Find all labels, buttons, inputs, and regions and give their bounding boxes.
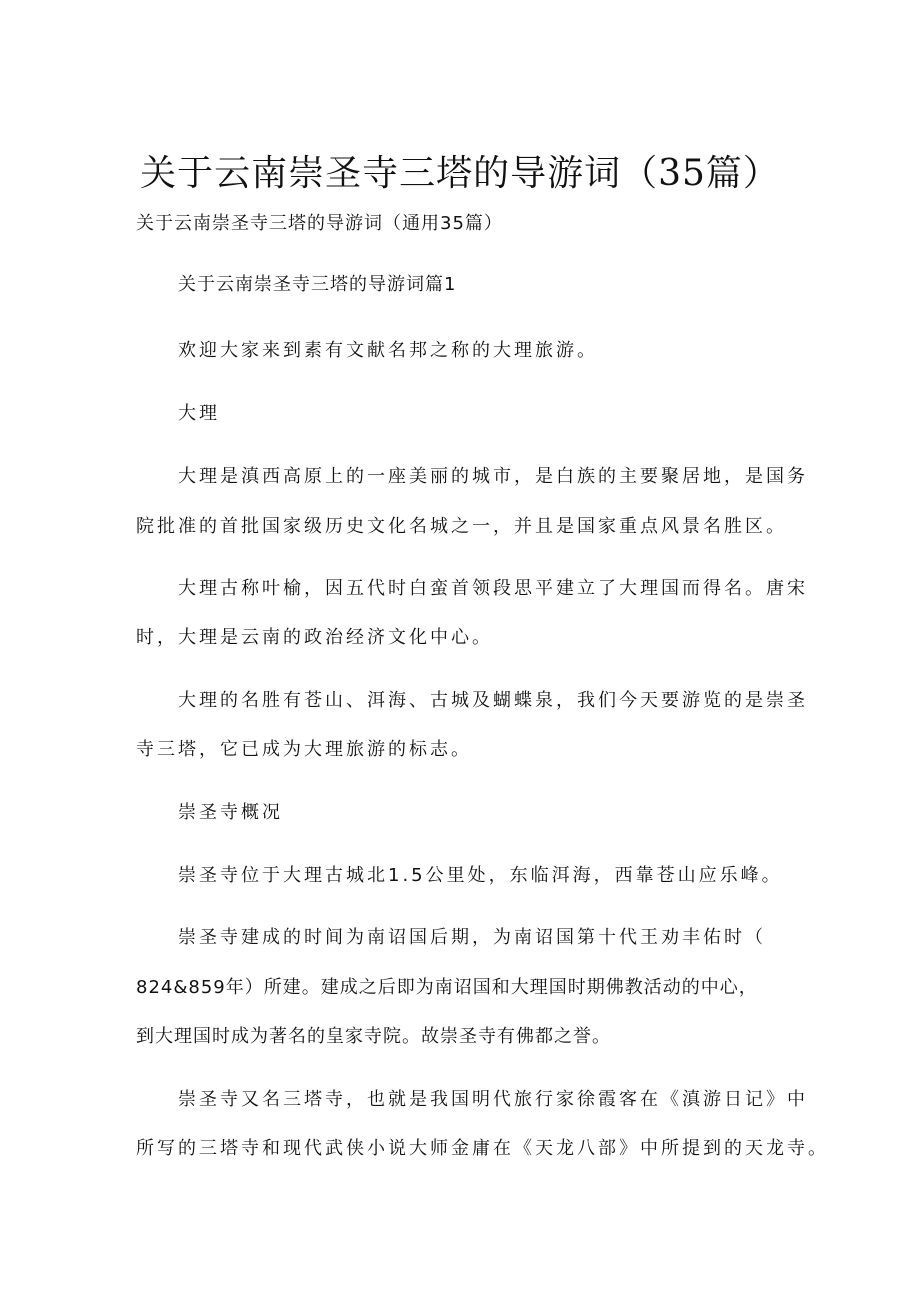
paragraph-6-line-1: 崇圣寺又名三塔寺，也就是我国明代旅行家徐霞客在《滇游日记》中 — [178, 1089, 808, 1110]
paragraph-2-line-1: 大理古称叶榆，因五代时白蛮首领段思平建立了大理国而得名。唐宋 — [178, 578, 808, 599]
paragraph-6-line-2: 所写的三塔寺和现代武侠小说大师金庸在《天龙八部》中所提到的天龙寺。 — [136, 1138, 829, 1159]
paragraph-3-line-2: 寺三塔，它已成为大理旅游的标志。 — [136, 739, 472, 760]
welcome-paragraph: 欢迎大家来到素有文献名邦之称的大理旅游。 — [178, 340, 598, 361]
paragraph-5-line-2: 824&859年）所建。建成之后即为南诏国和大理国时期佛教活动的中心， — [136, 977, 758, 998]
heading-dali: 大理 — [178, 403, 220, 424]
paragraph-5-line-1: 崇圣寺建成的时间为南诏国后期，为南诏国第十代王劝丰佑时（ — [178, 927, 766, 948]
section-heading: 关于云南崇圣寺三塔的导游词篇1 — [178, 274, 457, 295]
paragraph-2-line-2: 时，大理是云南的政治经济文化中心。 — [136, 627, 493, 648]
heading-temple-overview: 崇圣寺概况 — [178, 802, 283, 823]
paragraph-4: 崇圣寺位于大理古城北1.5公里处，东临洱海，西靠苍山应乐峰。 — [178, 865, 783, 886]
document-title: 关于云南崇圣寺三塔的导游词（35篇） — [140, 153, 780, 194]
paragraph-3-line-1: 大理的名胜有苍山、洱海、古城及蝴蝶泉，我们今天要游览的是崇圣 — [178, 690, 808, 711]
paragraph-5-line-3: 到大理国时成为著名的皇家寺院。故崇圣寺有佛都之誉。 — [136, 1026, 611, 1047]
paragraph-1-line-1: 大理是滇西高原上的一座美丽的城市，是白族的主要聚居地，是国务 — [178, 466, 808, 487]
document-subtitle: 关于云南崇圣寺三塔的导游词（通用35篇） — [136, 213, 503, 234]
paragraph-1-line-2: 院批准的首批国家级历史文化名城之一，并且是国家重点风景名胜区。 — [136, 516, 787, 537]
